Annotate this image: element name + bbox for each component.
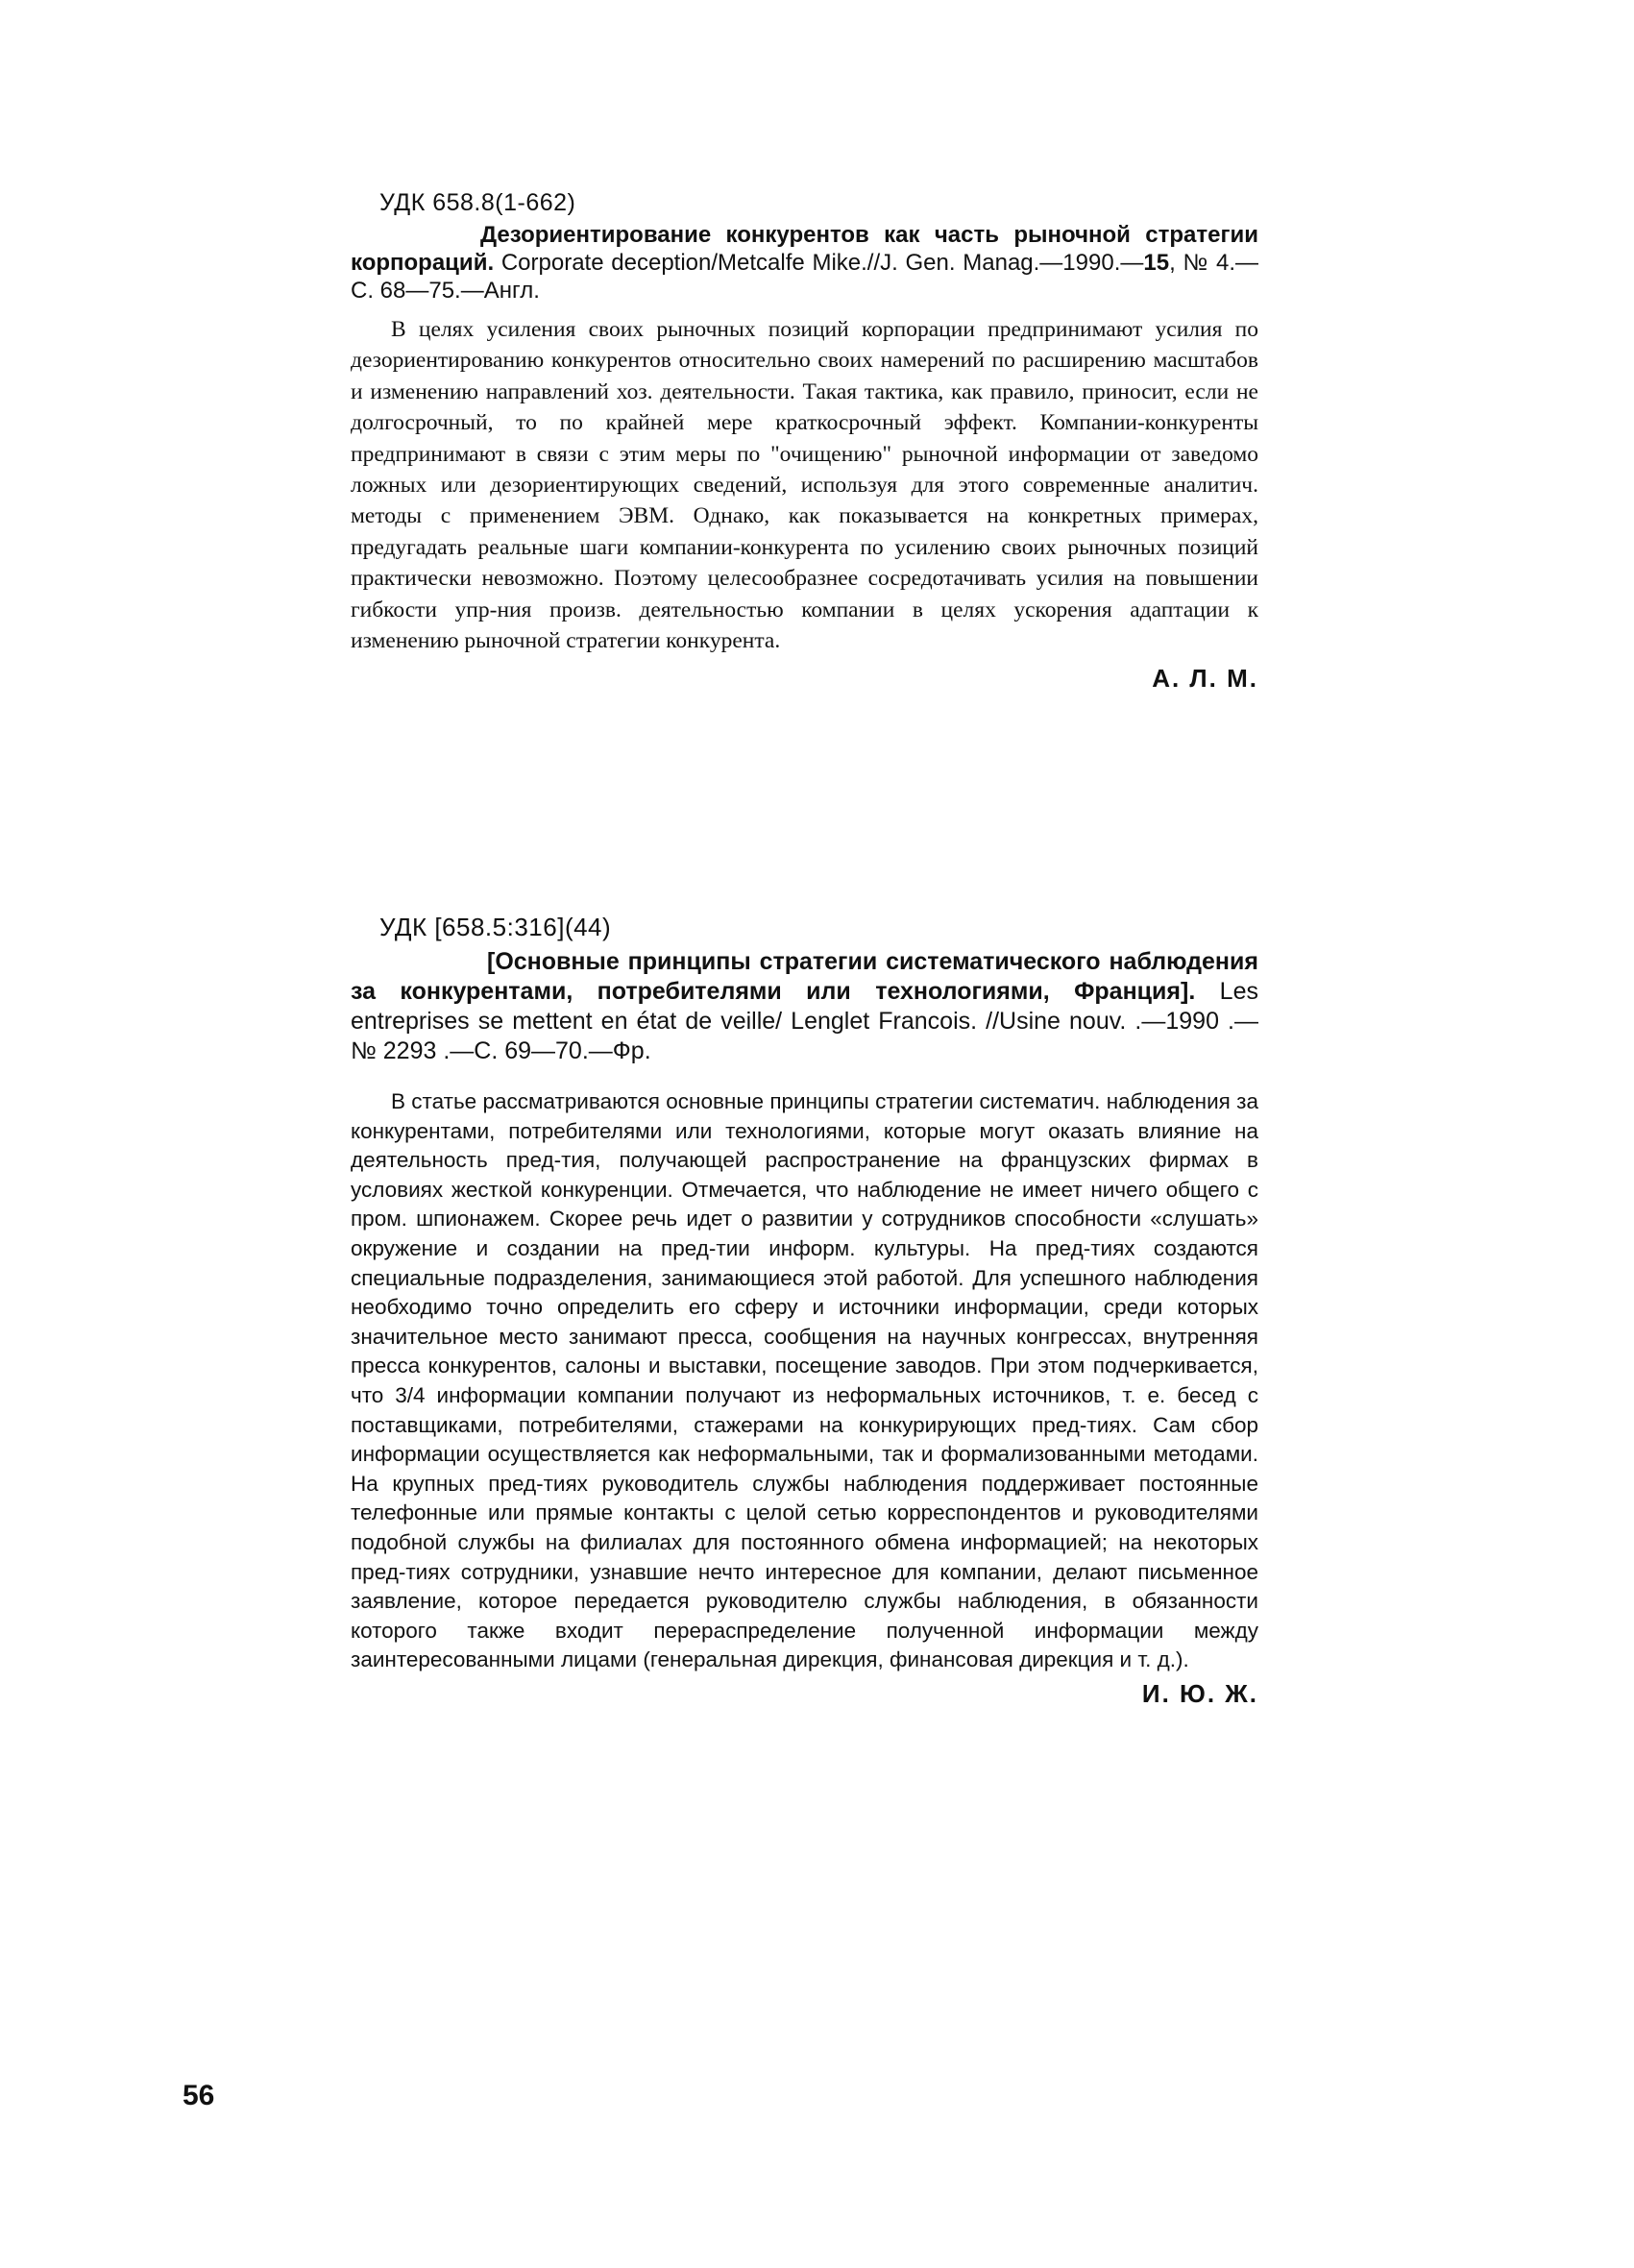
udk-code: УДК 658.8(1-662): [379, 189, 576, 216]
author-initials: А. Л. М.: [1152, 664, 1258, 694]
article-source: Les entreprises se mettent en état de veille/ Lenglet Francois. //Usine nouv. .—1990 .—№ 2293 .—С. 69—70.—Фр.: [351, 978, 1258, 1064]
article-source: Corporate deception/Metcalfe Mike.//J. Gen. Manag.—1990.—: [494, 250, 1144, 276]
page-number: 56: [183, 2080, 215, 2111]
abstract-1: [351, 188, 1258, 694]
abstract-body: В статье рассматриваются основные принципы стратегии систематич. наблюдения за конкурентами, потребителями или технологиями, которые могут оказать влияние на деятельность пред-тия, получающей распространение на французских фирмах в условиях жесткой конкуренции. Отмечается, что наблюдение не имеет ничего общего с пром. шпионажем. Скорее речь идет о развитии у сотрудников способности «слушать» окружение и создании на пред-тии информ. культуры. На пред-тиях создаются специальные подразделения, занимающиеся этой работой. Для успешного наблюдения необходимо точно определить его сферу и источники информации, среди которых значительное место занимают пресса, сообщения на научных конгрессах, внутренняя пресса конкурентов, салоны и выставки, посещение заводов. При этом подчеркивается, что 3/4 информации компании получают из неформальных источников, т. е. бесед с поставщиками, потребителями, стажерами на конкурирующих пред-тиях. Сам сбор информации осуществляется как неформальными, так и формализованными методами. На крупных пред-тиях руководитель службы наблюдения поддерживает постоянные телефонные или прямые контакты с целой сетью корреспондентов и руководителями подобной службы на филиалах для постоянного обмена информацией; на некоторых пред-тиях сотрудники, узнавшие нечто интересное для компании, делают письменное заявление, которое передается руководителю службы наблюдения, в обязанности которого также входит перераспределение полученной информации между заинтересованными лицами (генеральная дирекция, финансовая дирекция и т. д.).: [351, 1089, 1258, 1672]
udk-code: УДК [658.5:316](44): [379, 913, 612, 941]
abstract-2: [351, 913, 1258, 1709]
article-volume: 15: [1143, 250, 1170, 276]
author-initials: И. Ю. Ж.: [1141, 1678, 1258, 1708]
article-issue: , № 4.—С. 68—75.—Англ.: [351, 250, 1258, 304]
citation: [351, 947, 1258, 1066]
abstract-body: В целях усиления своих рыночных позиций корпорации предпринимают усилия по дезориентированию конкурентов относительно своих намерений по расширению масштабов и изменению направлений хоз. деятельности. Такая тактика, как правило, приносит, если не долгосрочный, то по крайней мере краткосрочный эффект. Компании-конкуренты предпринимают в связи с этим меры по "очищению" рыночной информации от заведомо ложных или дезориентирующих сведений, используя для этого современные аналитич. методы с применением ЭВМ. Однако, как показывается на конкретных примерах, предугадать реальные шаги компании-конкурента по усилению своих рыночных позиций практически невозможно. Поэтому целесообразнее сосредотачивать усилия на повышении гибкости упр-ния произв. деятельностью компании в целях ускорения адаптации к изменению рыночной стратегии конкурента.: [351, 317, 1258, 654]
article-title: Дезориентирование конкурентов как часть рыночной стратегии корпораций.: [351, 222, 1258, 276]
article-title: [Основные принципы стратегии систематического наблюдения за конкурентами, потребителями или технологиями, Франция].: [351, 948, 1258, 1005]
citation: [351, 221, 1258, 305]
